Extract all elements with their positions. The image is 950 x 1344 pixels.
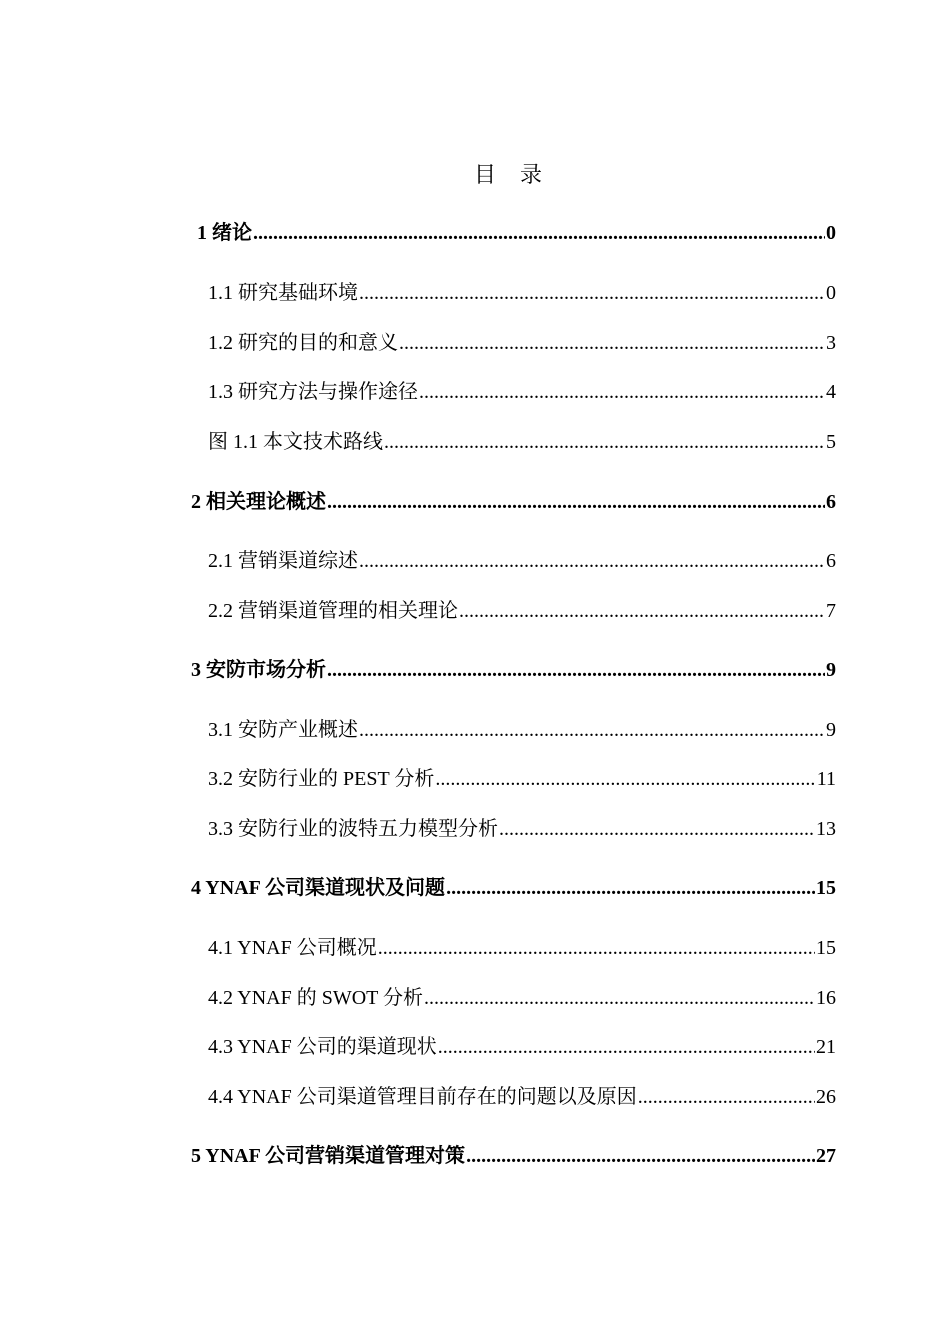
toc-entry-section-4-2[interactable]	[208, 984, 836, 1012]
toc-entry-chapter-3[interactable]	[191, 656, 836, 684]
toc-page-number: 16	[816, 987, 836, 1009]
toc-entry-label: 1.1 研究基础环境	[208, 282, 358, 304]
toc-entry-label: 1.2 研究的目的和意义	[208, 332, 398, 354]
dot-leader	[419, 378, 825, 406]
dot-leader	[499, 815, 815, 843]
toc-page-number: 4	[826, 381, 836, 403]
dot-leader	[435, 765, 815, 793]
dot-leader	[378, 934, 815, 962]
dot-leader	[424, 984, 815, 1012]
toc-page-number: 21	[816, 1036, 836, 1058]
toc-page-number: 6	[826, 491, 836, 513]
toc-entry-section-2-1[interactable]	[208, 547, 836, 575]
dot-leader	[438, 1033, 815, 1061]
toc-entry-label: 4.1 YNAF 公司概况	[208, 937, 377, 959]
dot-leader	[327, 488, 825, 516]
toc-entry-label: 4.3 YNAF 公司的渠道现状	[208, 1036, 437, 1058]
toc-page-number: 0	[826, 282, 836, 304]
dot-leader	[327, 656, 825, 684]
toc-entry-label: 4.4 YNAF 公司渠道管理目前存在的问题以及原因	[208, 1086, 637, 1108]
toc-page-number: 9	[826, 659, 836, 681]
dot-leader	[384, 428, 825, 456]
toc-entry-label: 5 YNAF 公司营销渠道管理对策	[191, 1145, 466, 1167]
toc-entry-label: 3.2 安防行业的 PEST 分析	[208, 768, 435, 790]
toc-entry-section-1-2[interactable]	[208, 329, 836, 357]
toc-page-number: 15	[816, 937, 836, 959]
toc-entry-label: 2.2 营销渠道管理的相关理论	[208, 600, 458, 622]
toc-page-number: 6	[826, 550, 836, 572]
toc-page-number: 0	[826, 222, 836, 244]
toc-entry-chapter-5[interactable]	[191, 1142, 836, 1170]
toc-entry-label: 4 YNAF 公司渠道现状及问题	[191, 877, 446, 899]
toc-entry-section-4-4[interactable]	[208, 1083, 836, 1111]
toc-entry-label: 3 安防市场分析	[191, 659, 326, 681]
dot-leader	[638, 1083, 815, 1111]
dot-leader	[359, 716, 825, 744]
toc-entry-label: 1 绪论	[197, 222, 252, 244]
toc-page-number: 3	[826, 332, 836, 354]
toc-page-number: 5	[826, 431, 836, 453]
dot-leader	[459, 597, 825, 625]
toc-page-number: 9	[826, 719, 836, 741]
toc-entry-section-4-3[interactable]	[208, 1033, 836, 1061]
dot-leader	[446, 874, 815, 902]
toc-entry-chapter-1[interactable]	[197, 219, 836, 247]
dot-leader	[253, 219, 825, 247]
toc-entry-chapter-4[interactable]	[191, 874, 836, 902]
toc-entry-section-2-2[interactable]	[208, 597, 836, 625]
toc-entry-label: 3.1 安防产业概述	[208, 719, 358, 741]
dot-leader	[466, 1142, 815, 1170]
toc-entry-section-3-3[interactable]	[208, 815, 836, 843]
dot-leader	[359, 547, 825, 575]
toc-entry-label: 4.2 YNAF 的 SWOT 分析	[208, 987, 424, 1009]
dot-leader	[399, 329, 825, 357]
toc-entry-section-1-3[interactable]	[208, 378, 836, 406]
toc-entry-section-3-2[interactable]	[208, 765, 836, 793]
toc-entry-section-3-1[interactable]	[208, 716, 836, 744]
toc-page-number: 7	[826, 600, 836, 622]
toc-entry-label: 2.1 营销渠道综述	[208, 550, 358, 572]
dot-leader	[359, 279, 825, 307]
toc-entry-label: 1.3 研究方法与操作途径	[208, 381, 418, 403]
toc-page-number: 15	[816, 877, 836, 899]
toc-entry-section-1-1[interactable]	[208, 279, 836, 307]
toc-entry-label: 2 相关理论概述	[191, 491, 326, 513]
toc-page-number: 27	[816, 1145, 836, 1167]
toc-entry-figure-1-1[interactable]	[208, 428, 836, 456]
toc-page-number: 13	[816, 818, 836, 840]
toc-entry-chapter-2[interactable]	[191, 488, 836, 516]
toc-title: 目录	[473, 162, 566, 187]
toc-entry-label: 图 1.1 本文技术路线	[208, 431, 383, 453]
toc-entry-section-4-1[interactable]	[208, 934, 836, 962]
toc-page-number: 11	[816, 768, 836, 790]
toc-entry-label: 3.3 安防行业的波特五力模型分析	[208, 818, 498, 840]
toc-page-number: 26	[816, 1086, 836, 1108]
